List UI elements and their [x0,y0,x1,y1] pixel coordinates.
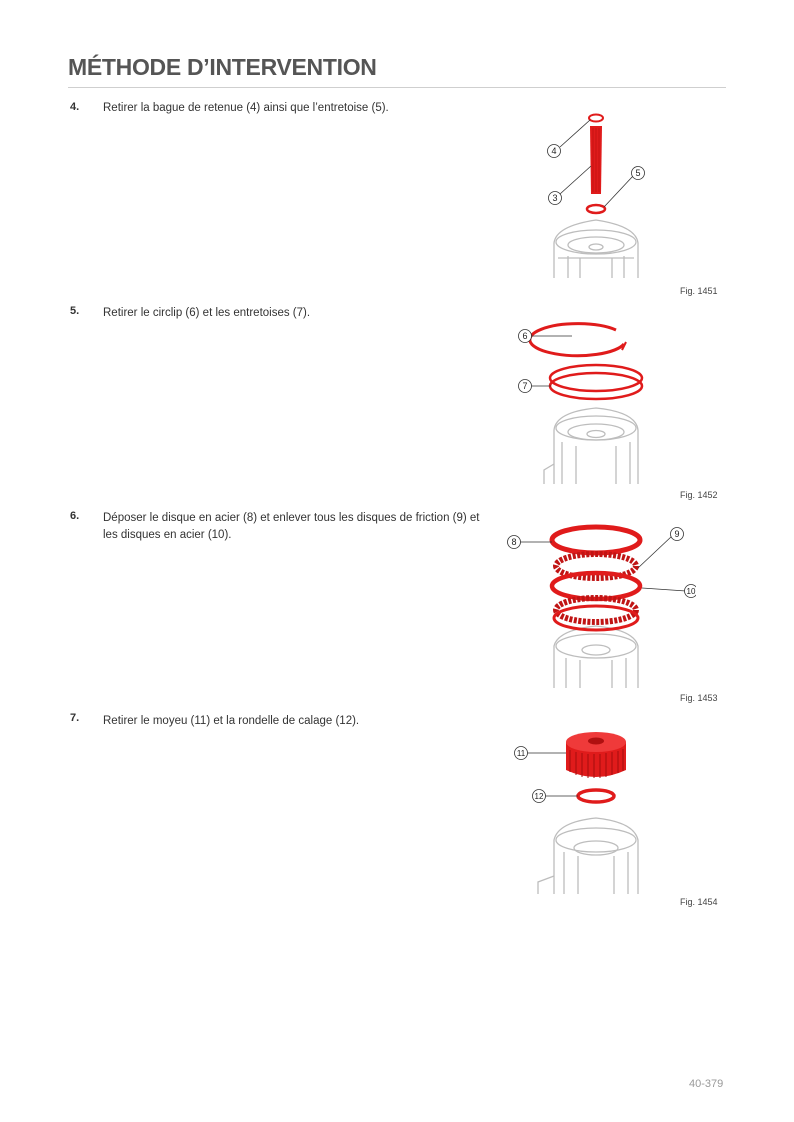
figure-1453 [496,518,696,690]
step-instruction: Retirer le moyeu (11) et la rondelle de calage (12). [103,715,360,727]
step-number: 6. [70,510,80,522]
figure-1452-illustration [496,312,696,487]
figure-caption: Fig. 1453 [680,693,718,703]
step-instruction: Retirer le circlip (6) et les entretoises (7). [103,307,311,319]
figure-1451-illustration [496,108,696,286]
spacer-5 [587,205,605,213]
svg-text:4: 4 [551,146,557,156]
circlip-6 [530,324,624,356]
title-divider [68,87,726,88]
step-number: 7. [70,712,80,724]
step-number: 5. [70,305,80,317]
figure-caption: Fig. 1454 [680,897,718,907]
svg-text:11: 11 [516,749,526,758]
callout-9 [671,528,684,541]
hub-11 [566,732,626,778]
callout-3 [549,192,562,205]
transmission-housing [554,220,638,278]
transmission-housing [554,626,638,688]
page-title: MÉTHODE D’INTERVENTION [68,54,377,80]
steel-disc-8 [552,527,640,553]
figure-1452 [496,312,696,487]
figure-caption: Fig. 1452 [680,490,718,500]
callout-4 [548,145,561,158]
svg-text:5: 5 [635,168,641,178]
shim-washer-12 [578,790,614,802]
svg-text:3: 3 [552,193,558,203]
svg-text:8: 8 [511,537,517,547]
transmission-housing [538,818,638,894]
callout-6 [519,330,532,343]
step-number: 4. [70,101,80,113]
callout-12 [533,790,546,803]
callout-11 [515,747,528,760]
page-number: 40-379 [689,1078,724,1090]
figure-1453-illustration [496,518,696,690]
figure-1454-illustration [496,722,696,897]
svg-text:12: 12 [534,792,544,801]
callout-5 [632,167,645,180]
figure-1451 [496,108,696,286]
svg-text:6: 6 [522,331,528,341]
callout-10 [685,585,697,598]
figure-caption: Fig. 1451 [680,286,718,296]
step-instruction: Déposer le disque en acier (8) et enlever tous les disques de friction (9) et les disques en acier (10). [103,512,480,541]
svg-text:9: 9 [674,529,680,539]
callout-7 [519,380,532,393]
callout-8 [508,536,521,549]
step-instruction: Retirer la bague de retenue (4) ainsi que l’entretoise (5). [103,102,389,114]
svg-text:10: 10 [686,587,696,596]
transmission-housing [544,408,638,484]
retaining-ring-4 [589,115,603,122]
figure-1454 [496,722,696,897]
svg-text:7: 7 [522,381,528,391]
